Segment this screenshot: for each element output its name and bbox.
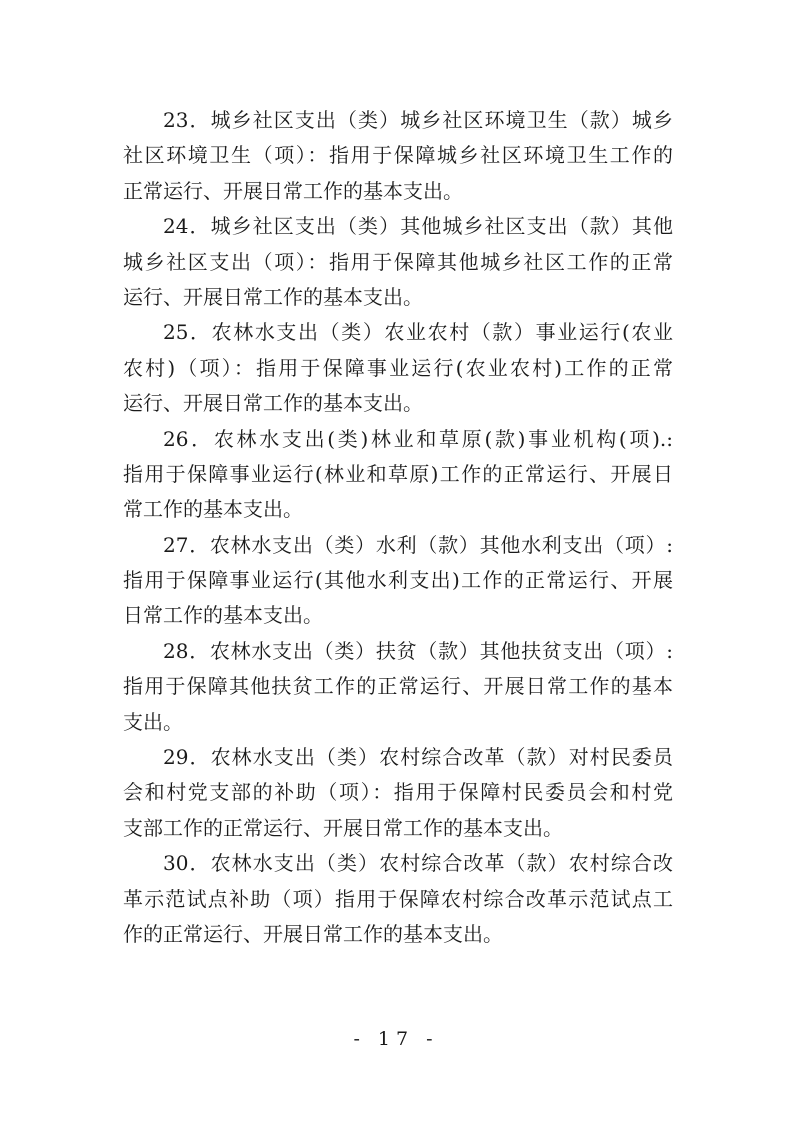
paragraph-line: 革示范试点补助（项）指用于保障农村综合改革示范试点工 (123, 886, 673, 911)
paragraph-25 (123, 315, 673, 421)
paragraph-28 (123, 634, 673, 740)
paragraph-line: 27．农林水支出（类）水利（款）其他水利支出（项）: (163, 532, 673, 557)
paragraph-line: 农村)（项）：指用于保障事业运行(农业农村)工作的正常 (123, 355, 673, 380)
paragraph-29 (123, 740, 673, 846)
paragraph-line: 23．城乡社区支出（类）城乡社区环境卫生（款）城乡 (163, 108, 673, 132)
paragraph-23 (123, 103, 673, 209)
paragraph-line: 指用于保障其他扶贫工作的正常运行、开展日常工作的基本 (123, 674, 673, 699)
paragraph-line: 24．城乡社区支出（类）其他城乡社区支出（款）其他 (163, 214, 673, 239)
paragraph-line: 28．农林水支出（类）扶贫（款）其他扶贫支出（项）: (163, 638, 673, 663)
paragraph-30 (123, 846, 673, 952)
paragraph-line: 城乡社区支出（项）：指用于保障其他城乡社区工作的正常 (123, 249, 673, 274)
paragraph-line: 会和村党支部的补助（项）：指用于保障村民委员会和村党 (123, 780, 673, 805)
page-number: - 17 - (353, 1028, 439, 1050)
paragraph-line: 30．农林水支出（类）农村综合改革（款）农村综合改 (163, 851, 673, 876)
paragraph-line: 26．农林水支出(类)林业和草原(款)事业机构(项).: (163, 426, 673, 451)
paragraph-line: 社区环境卫生（项）：指用于保障城乡社区环境卫生工作的 (123, 143, 673, 168)
paragraph-24 (123, 209, 673, 315)
paragraph-line: 运行、开展日常工作的基本支出。 (123, 284, 423, 309)
paragraph-line: 正常运行、开展日常工作的基本支出。 (123, 178, 463, 203)
document-body (123, 103, 673, 952)
paragraph-line: 支部工作的正常运行、开展日常工作的基本支出。 (123, 815, 563, 840)
paragraph-line: 25．农林水支出（类）农业农村（款）事业运行(农业 (163, 320, 673, 345)
paragraph-line: 运行、开展日常工作的基本支出。 (123, 391, 423, 416)
paragraph-line: 常工作的基本支出。 (123, 497, 303, 522)
paragraph-26 (123, 422, 673, 528)
paragraph-line: 指用于保障事业运行(其他水利支出)工作的正常运行、开展 (123, 568, 673, 593)
paragraph-line: 作的正常运行、开展日常工作的基本支出。 (123, 921, 503, 946)
paragraph-line: 日常工作的基本支出。 (123, 603, 323, 628)
paragraph-line: 29．农林水支出（类）农村综合改革（款）对村民委员 (163, 745, 673, 770)
paragraph-line: 指用于保障事业运行(林业和草原)工作的正常运行、开展日 (123, 461, 673, 486)
paragraph-line: 支出。 (123, 709, 183, 734)
paragraph-27 (123, 528, 673, 634)
